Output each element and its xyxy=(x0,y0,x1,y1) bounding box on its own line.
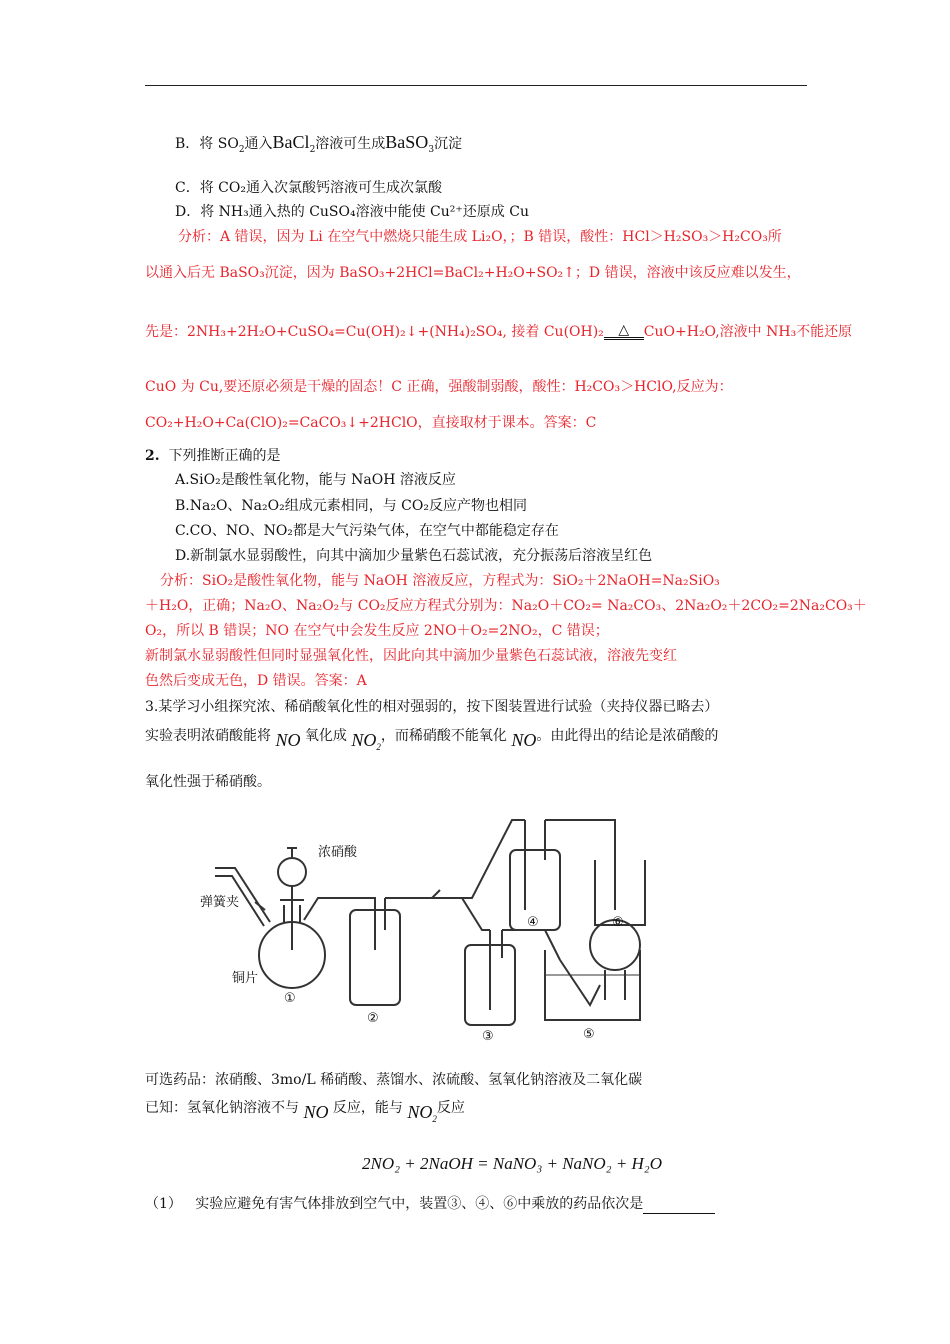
q2-analysis-line2: ＋H₂O，正确；Na₂O、Na₂O₂与 CO₂反应方程式分别为：Na₂O＋CO₂= Na₂CO₃、2Na₂O₂＋2CO₂=2Na₂CO₃＋ xyxy=(145,598,867,614)
q3-known: 已知：氢氧化钠溶液不与 NO 反应，能与 $NO_2$反应 xyxy=(145,1100,465,1124)
q1-analysis-line1: 分析：A 错误，因为 Li 在空气中燃烧只能生成 Li₂O，；B 错误，酸性：HCl＞H₂SO₃＞H₂CO₃所 xyxy=(178,229,782,245)
q3-reagents: 可选药品：浓硝酸、3mo/L 稀硝酸、蒸馏水、浓硫酸、氢氧化钠溶液及二氧化碳 xyxy=(145,1072,643,1088)
label-3: ③ xyxy=(482,1029,494,1044)
q2-option-c: C.CO、NO、NO₂都是大气污染气体，在空气中都能稳定存在 xyxy=(175,523,559,539)
q3-stem-line1: 3.某学习小组探究浓、稀硝酸氧化性的相对强弱的，按下图装置进行试验（夹持仪器已略去） xyxy=(145,699,719,715)
header-rule xyxy=(145,85,807,86)
q1-analysis-line5: CO₂+H₂O+Ca(ClO)₂=CaCO₃↓+2HClO，直接取材于课本。答案：C xyxy=(145,415,597,431)
q2-option-d: D.新制氯水显弱酸性，向其中滴加少量紫色石蕊试液，充分振荡后溶液呈红色 xyxy=(175,548,653,564)
label-concentrated-nitric-acid: 浓硝酸 xyxy=(318,845,358,860)
q3-stem-line3: 氧化性强于稀硝酸。 xyxy=(145,774,271,790)
q1-analysis-line3: 先是：2NH₃+2H₂O+CuSO₄=Cu(OH)₂↓+(NH₄)₂SO₄, 接着 Cu(OH)₂ △ CuO+H₂O,溶液中 NH₃不能还原 xyxy=(145,322,853,340)
q2-option-b: B.Na₂O、Na₂O₂组成元素相同，与 CO₂反应产物也相同 xyxy=(175,498,527,514)
apparatus-figure xyxy=(200,810,660,1050)
q2-analysis-line1: 分析：SiO₂是酸性氧化物，能与 NaOH 溶液反应，方程式为：SiO₂＋2NaOH=Na₂SiO₃ xyxy=(160,573,720,589)
q1-analysis-line4: CuO 为 Cu,要还原必须是干燥的固态！C 正确，强酸制弱酸，酸性：H₂CO₃＞HClO,反应为： xyxy=(145,379,733,395)
q2-option-a: A.SiO₂是酸性氧化物，能与 NaOH 溶液反应 xyxy=(175,472,456,488)
q2-analysis-line5: 色然后变成无色，D 错误。答案：A xyxy=(145,673,367,689)
label-5: ⑤ xyxy=(583,1027,595,1042)
q1-analysis-line2: 以通入后无 BaSO₃沉淀，因为 BaSO₃+2HCl=BaCl₂+H₂O+SO₂↑；D 错误，溶液中该反应难以发生， xyxy=(145,265,801,281)
q3-stem-line2: 实验表明浓硝酸能将 NO 氧化成 $NO_2$，而稀硝酸不能氧化 NO。由此得出的结论是浓硝酸的 xyxy=(145,728,719,752)
q3-equation: 2NO₂ + 2NaOH = NaNO₃ + NaNO₂ + H₂O xyxy=(362,1154,662,1173)
heat-symbol: △ xyxy=(604,323,644,340)
q2-analysis-line3: O₂，所以 B 错误；NO 在空气中会发生反应 2NO＋O₂=2NO₂，C 错误； xyxy=(145,623,609,639)
label-copper-sheet: 铜片 xyxy=(232,971,259,986)
label-2: ② xyxy=(367,1011,379,1026)
label-1: ① xyxy=(284,991,296,1006)
q3-sub1: （1） 实验应避免有害气体排放到空气中，装置③、④、⑥中乘放的药品依次是 xyxy=(145,1194,715,1214)
label-spring-clamp: 弹簧夹 xyxy=(200,895,240,910)
q1-option-d: D．将 NH₃通入热的 CuSO₄溶液中能使 Cu²⁺还原成 Cu xyxy=(175,204,529,220)
q1-option-c: C．将 CO₂通入次氯酸钙溶液可生成次氯酸 xyxy=(175,180,442,196)
q2-analysis-line4: 新制氯水显弱酸性但同时显强氧化性，因此向其中滴加少量紫色石蕊试液，溶液先变红 xyxy=(145,648,677,664)
q1-option-b: B．将 $SO_2$通入BaCl$_2$溶液可生成BaSO$_3$沉淀 xyxy=(175,132,463,155)
label-4: ④ xyxy=(527,915,539,930)
answer-blank[interactable] xyxy=(643,1199,715,1214)
q2-stem: 2. 下列推断正确的是 xyxy=(145,448,281,464)
label-6: ⑥ xyxy=(612,915,624,930)
